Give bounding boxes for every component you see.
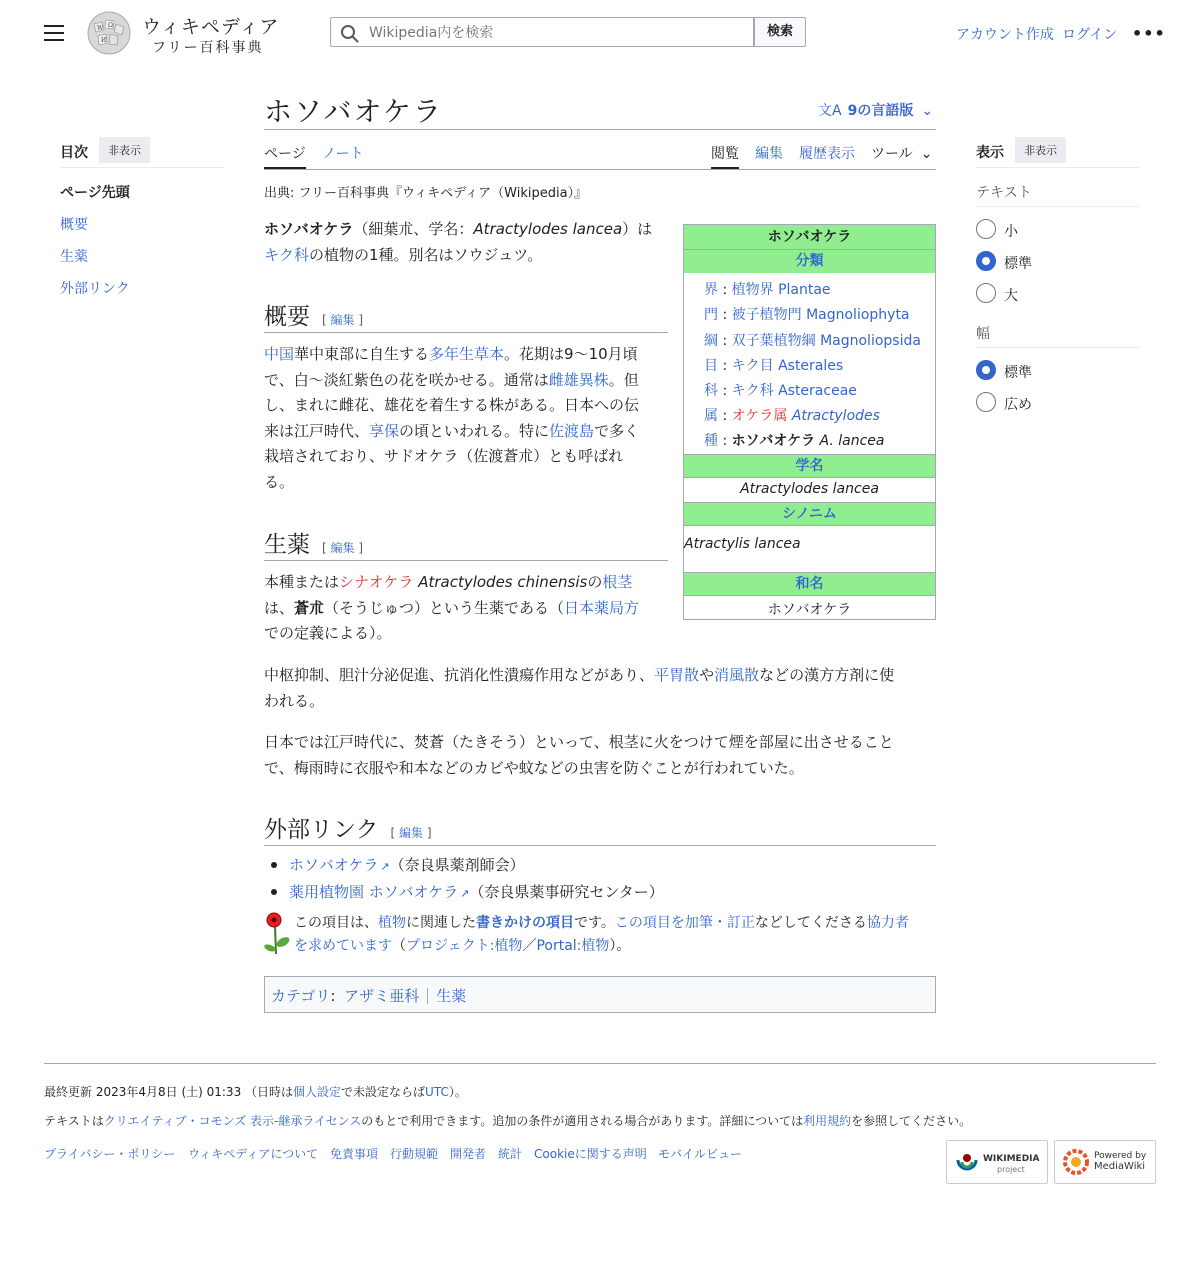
taxobox-row-order: 目 : キク目 Asterales [704,358,844,374]
link-dioecy[interactable]: 雌雄異株 [548,370,609,389]
tab-tools-label: ツール [871,146,913,162]
text: のもとで利用できます。追加の条件が適用される場合があります。詳細については [361,1114,804,1128]
edit-link[interactable]: 編集 [330,541,355,555]
text: 日本では江戸時代に、焚蒼（たきそう）といって、根茎に火をつけて煙を部屋に出させること [264,733,894,751]
text-size-label: テキスト [976,185,1032,201]
text: （ [392,938,406,954]
footer-link-cookie[interactable]: Cookieに関する声明 [534,1147,647,1161]
text-size-large-label[interactable]: 大 [1004,288,1018,304]
section-divider [264,560,668,561]
overview-paragraph [264,342,674,495]
search-button[interactable]: 検索 [754,17,806,47]
text: で、梅雨時に衣服や和本などのカビや蚊などの虫害を防ぐことが行われていた。 [264,758,804,777]
taxon-link[interactable]: キク目 Asterales [731,358,844,374]
language-count: 9の言語版 [847,103,914,119]
text: ／ [522,938,537,954]
taxon-redlink[interactable]: オケラ属 [731,408,788,424]
text: などの漢方方剤に使 [759,666,895,684]
text: 。但 [608,370,639,389]
title-divider [264,129,936,130]
text: 来は江戸時代、 [264,421,370,440]
taxobox-japanese-name-header[interactable]: 和名 [684,572,935,596]
link-stub[interactable]: 書きかけの項目 [476,915,574,931]
wikipedia-tagline: フリー百科事典 [152,40,264,56]
page-title: ホソバオケラ [264,95,443,128]
appearance-divider [976,206,1140,207]
rank-link[interactable]: 綱 [704,333,718,349]
last-modified [44,1083,467,1100]
appearance-divider [976,347,1140,348]
rank-link[interactable]: 科 [704,383,718,399]
text: を参照してください。 [851,1114,972,1128]
text: 本種または [264,573,340,591]
species-name: ホソバオケラ [731,433,816,449]
footer-link-privacy[interactable]: プライバシー・ポリシー [44,1147,176,1161]
wikimedia-logo-icon [955,1150,979,1174]
link-rhizome[interactable]: 根茎 [602,573,633,591]
link-utc[interactable]: UTC [425,1085,449,1099]
taxobox-classification-header[interactable]: 分類 [684,249,935,273]
wikimedia-badge-sub: project [997,1165,1025,1174]
appearance-divider [976,167,1140,168]
toc-item-external-links[interactable]: 外部リンク [60,281,130,297]
text-size-small-radio[interactable] [976,219,996,239]
link-contributors[interactable]: を求めています [294,938,392,954]
text: の頃といわれる。特に [399,421,550,440]
footer-link-mobile[interactable]: モバイルビュー [658,1147,743,1161]
taxon-link[interactable]: 被子植物門 Magnoliophyta [731,307,910,323]
rank-link[interactable]: 界 [704,282,718,298]
category-links [264,976,936,1013]
category-separator [427,988,428,1004]
text: し、まれに雌花、雄花を着生する株がある。日本への伝 [264,396,640,414]
taxobox-row-species: 種 : ホソバオケラ A. lancea [704,433,885,449]
section-divider [264,332,668,333]
crude-drug-paragraph-2 [264,663,944,714]
text: などしてくださる [754,915,867,931]
list-bullet [271,862,277,868]
taxobox-row-phylum: 門 : 被子植物門 Magnoliophyta [704,307,910,323]
section-title: 外部リンク [264,817,379,843]
link-japanese-pharmacopoeia[interactable]: 日本薬局方 [564,598,640,617]
intro-text: の植物の1種。別名はソウジュツ。 [309,245,543,264]
chevron-down-icon: ⌄ [921,103,934,119]
category-link[interactable]: アザミ亜科 [344,987,420,1005]
text: に関連した [406,915,476,931]
link-sado[interactable]: 佐渡島 [549,421,595,440]
taxobox-title: ホソバオケラ [684,225,935,249]
mediawiki-badge-top: Powered by [1094,1151,1147,1161]
section-edit-link[interactable]: [ 編集 ] [322,313,364,327]
login-link[interactable]: ログイン [1062,27,1118,43]
taxobox-row-family: 科 : キク科 Asteraceae [704,383,857,399]
intro-bold-name: ホソバオケラ [264,220,354,238]
svg-text:Ω: Ω [108,22,113,29]
mediawiki-badge-label: MediaWiki [1094,1161,1146,1172]
footer-link-about[interactable]: ウィキペディアについて [188,1147,319,1161]
section-title: 概要 [264,304,310,330]
category-bar: カテゴリ: アザミ亜科 生薬 [271,987,467,1005]
link-contributors[interactable]: 協力者 [866,915,909,931]
taxobox-synonym: Atractylis lancea [684,536,801,552]
edit-link[interactable]: 編集 [330,313,355,327]
link-portal-plants[interactable]: Portal:植物 [536,938,610,954]
section-edit-link[interactable]: [ 編集 ] [390,826,432,840]
text: （奈良県薬事研究センター） [469,883,664,901]
external-link-item [289,880,664,907]
text: （そうじゅつ）という生薬である（ [324,598,565,617]
rank-link[interactable]: 目 [704,358,718,374]
search-input[interactable] [367,22,741,44]
width-wide-label[interactable]: 広め [1004,397,1032,413]
text-size-standard-label[interactable]: 標準 [1004,256,1032,272]
taxobox-sci-name: Atractylodes lancea [740,481,879,497]
license-notice [44,1112,971,1129]
svg-text:И: И [101,37,107,44]
svg-text:W: W [97,25,104,32]
intro-text: （細葉朮、学名： [353,220,474,238]
category-label-link[interactable]: カテゴリ [271,987,331,1005]
create-account-link[interactable]: アカウント作成 [956,27,1054,43]
text: です。 [574,915,615,931]
footer-link-developers[interactable]: 開発者 [450,1147,487,1161]
text: ）。 [609,938,631,954]
rank-link[interactable]: 属 [704,408,718,424]
plant-stub-icon [264,912,290,956]
text: で未設定ならば [341,1085,426,1099]
external-link[interactable]: 薬用植物園 ホソバオケラ ↗ [289,883,469,901]
taxobox-sci-header[interactable]: 学名 [684,454,935,478]
taxon-link[interactable]: 植物界 Plantae [731,282,831,298]
toc-title: 目次 [60,145,88,161]
link-shofusan[interactable]: 消風散 [714,666,760,684]
search-icon [340,24,360,44]
sci-name: Atractylodes chinensis [418,573,588,591]
edit-link[interactable]: 編集 [399,826,424,840]
link-edit-this[interactable]: この項目を加筆・訂正 [614,915,755,931]
taxobox-row-genus: 属 : オケラ属 Atractylodes [704,408,880,424]
text: の [587,573,603,591]
language-button[interactable] [818,100,933,120]
toc-item-top[interactable]: ページ先頭 [60,185,130,201]
appearance-title: 表示 [976,145,1004,161]
width-label: 幅 [976,326,990,342]
link-preferences[interactable]: 個人設定 [293,1085,342,1099]
text: で、白〜淡紅紫色の花を咲かせる。通常は [264,370,549,389]
link-plant[interactable]: 植物 [378,915,406,931]
footer-divider [44,1063,1156,1064]
text: 。花期は9〜10月頃 [504,345,638,363]
toc-hide-button[interactable]: 非表示 [99,137,150,163]
text: での定義による）。 [264,624,392,642]
taxobox-synonym-header[interactable]: シノニム [684,502,935,526]
wikimedia-project-badge[interactable] [946,1140,1048,1184]
section-title: 生薬 [264,532,310,558]
width-standard-radio[interactable] [976,360,996,380]
stub-notice [294,912,934,958]
wikipedia-wordmark[interactable]: ウィキペディア [142,16,280,38]
wikimedia-badge-label: WIKIMEDIA [983,1154,1040,1164]
translate-icon: 文A [818,103,842,119]
text: 栽培されており、サドオケラ（佐渡蒼朮）とも呼ばれ [264,447,624,465]
text-size-small-label[interactable]: 小 [1004,224,1018,240]
taxon-link[interactable]: キク科 Asteraceae [731,383,857,399]
link-shinaokera[interactable]: シナオケラ [339,573,414,591]
taxobox-japanese-name: ホソバオケラ [767,602,852,618]
width-standard-label[interactable]: 標準 [1004,365,1032,381]
text: この項目は、 [294,915,378,931]
intro-paragraph [264,217,674,268]
section-edit-link[interactable]: [ 編集 ] [322,541,364,555]
tab-page[interactable]: ページ [264,146,306,162]
species-sci-name: A. lancea [819,433,885,449]
text: で多く [594,421,640,440]
link-perennial[interactable]: 多年生草本 [429,345,505,363]
footer-link-code-of-conduct[interactable]: 行動規範 [390,1147,439,1161]
section-heading-overview [264,298,363,331]
text: る。 [264,472,295,491]
toc-item-overview[interactable]: 概要 [60,217,88,233]
tabs-divider [264,169,936,170]
link-terms[interactable]: 利用規約 [803,1114,852,1128]
chevron-down-icon: ⌄ [920,146,933,162]
list-bullet [271,889,277,895]
drug-name: 蒼朮 [294,598,325,617]
text: 華中東部に自生する [294,345,430,363]
tab-history[interactable]: 履歴表示 [799,146,855,162]
toc-divider [60,167,224,168]
link-asteraceae[interactable]: キク科 [264,245,310,264]
link-china[interactable]: 中国 [264,345,295,363]
rank-link[interactable]: 門 [704,307,718,323]
toc-item-crude-drug[interactable]: 生薬 [60,249,88,265]
source-line: 出典: フリー百科事典『ウィキペディア（Wikipedia）』 [264,186,588,201]
wikipedia-globe-logo[interactable] [84,10,134,56]
mediawiki-logo-icon [1063,1149,1089,1175]
external-link-item [289,853,525,880]
link-project-plants[interactable]: プロジェクト:植物 [406,938,523,954]
powered-by-mediawiki-badge[interactable] [1054,1140,1156,1184]
intro-scientific-name: Atractylodes lancea [473,220,623,238]
text-size-standard-radio[interactable] [976,251,996,271]
taxon-link[interactable]: Atractylodes [791,408,880,424]
text: 最終更新 2023年4月8日 (土) 01:33 （日時は [44,1085,294,1099]
footer-link-disclaimers[interactable]: 免責事項 [330,1147,379,1161]
category-link[interactable]: 生薬 [436,987,467,1005]
link-kyoho[interactable]: 享保 [369,421,400,440]
taxobox-row-kingdom: 界 : 植物界 Plantae [704,282,831,298]
tab-tools[interactable] [871,143,932,163]
rank-link[interactable]: 種 [704,433,718,449]
text-size-large-radio[interactable] [976,283,996,303]
link-license[interactable]: クリエイティブ・コモンズ 表示-継承ライセンス [103,1114,362,1128]
taxon-link[interactable]: 双子葉植物綱 Magnoliopsida [731,333,921,349]
text: は、 [264,598,295,617]
crude-drug-paragraph-1 [264,570,674,647]
text: テキストは [44,1114,104,1128]
main-menu-button[interactable] [44,25,64,41]
taxobox-row-class: 綱 : 双子葉植物綱 Magnoliopsida [704,333,921,349]
appearance-hide-button[interactable]: 非表示 [1015,137,1066,163]
footer-link-statistics[interactable]: 統計 [498,1147,523,1161]
taxobox [683,224,936,620]
section-heading-crude-drug [264,526,363,559]
tab-talk[interactable]: ノート [322,146,364,162]
text: （奈良県薬剤師会） [389,856,525,874]
more-options-icon[interactable]: ••• [1132,24,1166,43]
text: ）。 [448,1085,467,1099]
search-box[interactable] [330,17,754,47]
link-heiisan[interactable]: 平胃散 [654,666,700,684]
section-heading-external-links [264,811,432,844]
text: われる。 [264,691,325,710]
crude-drug-paragraph-3 [264,730,944,781]
section-divider [264,845,936,846]
text: 中枢抑制、胆汁分泌促進、抗消化性潰瘍作用などがあり、 [264,666,655,684]
tab-edit[interactable]: 編集 [755,146,783,162]
width-wide-radio[interactable] [976,392,996,412]
text: や [699,666,715,684]
tab-read[interactable]: 閲覧 [711,146,739,162]
intro-text: ）は [622,220,653,238]
external-link[interactable]: ホソバオケラ ↗ [289,856,390,874]
